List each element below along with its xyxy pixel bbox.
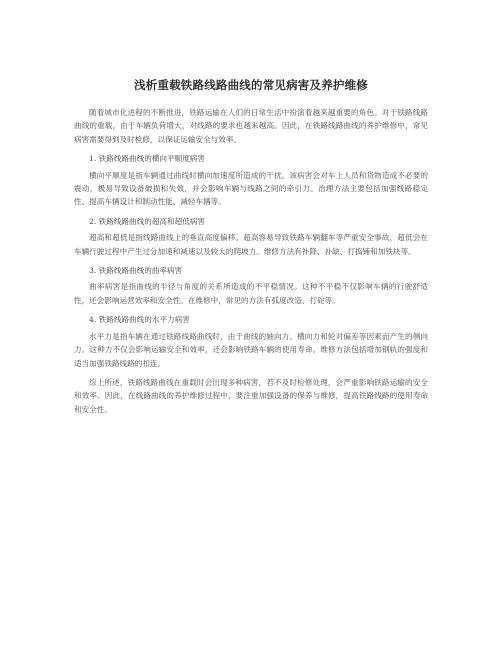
section-4 — [74, 313, 428, 370]
section-heading: 2. 铁路线路曲线的超高和超低病害 — [89, 216, 205, 226]
intro-paragraph: 随着城市化进程的不断推进，铁路运输在人们的日常生活中扮演着越来越重要的角色。对于铁路线路曲线的重载，由于车辆负荷增大，对线路的要求也越来越高。因此，在铁路线路曲线的养护维修中，常见病害需要得到及时检修，以保证运输安全与效率。 — [74, 108, 428, 144]
section-heading: 4. 铁路线路曲线的水平力病害 — [89, 315, 190, 325]
section-paragraph: 超高和超低是指线路曲线上的垂直高度偏移。超高容易导致铁路车辆翻车等严重安全事故，超低会在车辆行驶过程中产生过分加速和减速以及较大的爬坡力。维修方法有补降、补缺、打捣铺和加铁块等。 — [74, 233, 428, 256]
conclusion-paragraph: 综上所述，铁路线路曲线在重载时会出现多种病害，若不及时检修处理，会严重影响铁路运输的安全和效率。因此，在线路曲线的养护维修过程中，要注重加强设备的保养与维修，提高铁路线路的使用寿命和安全性。 — [74, 377, 428, 414]
conclusion-block — [74, 376, 428, 416]
intro-block — [74, 106, 428, 146]
section-paragraph: 水平力是指车辆在通过铁路线路曲线时，由于曲线的轴向力、横向力和轮对偏差等因素而产生的侧向力。这种力不仅会影响运输安全和效率，还会影响铁路车辆的使用寿命。维修方法包括增加钢轨的强度和适当加强铁路线路的扣连。 — [74, 331, 428, 368]
section-3 — [74, 264, 428, 307]
section-paragraph: 曲率病害是指曲线的半径与角度的关系所造成的不平稳情况。这种不平稳不仅影响车辆的行驶舒适性，还会影响运营效率和安全性。在维修中，常见的方法有弧度改造、打砣等。 — [74, 282, 428, 305]
document-title: 浅析重载铁路线路曲线的常见病害及养护维修 — [134, 78, 368, 92]
section-heading: 1. 铁路线路曲线的横向平顺度病害 — [89, 154, 205, 164]
section-heading: 3. 铁路线路曲线的曲率病害 — [89, 266, 183, 276]
section-1 — [74, 152, 428, 209]
section-2 — [74, 215, 428, 258]
section-paragraph: 横向平顺度是指车辆通过曲线时横向加速度所造成的干扰。该病害会对车上人员和货物造成不必要的震动，极易导致设备破损和失效，并会影响车辆与线路之间的牵引力。治理方法主要包括加强线路稳定性、提高车辆设计和制动性能、减轻车辆等。 — [74, 170, 428, 207]
